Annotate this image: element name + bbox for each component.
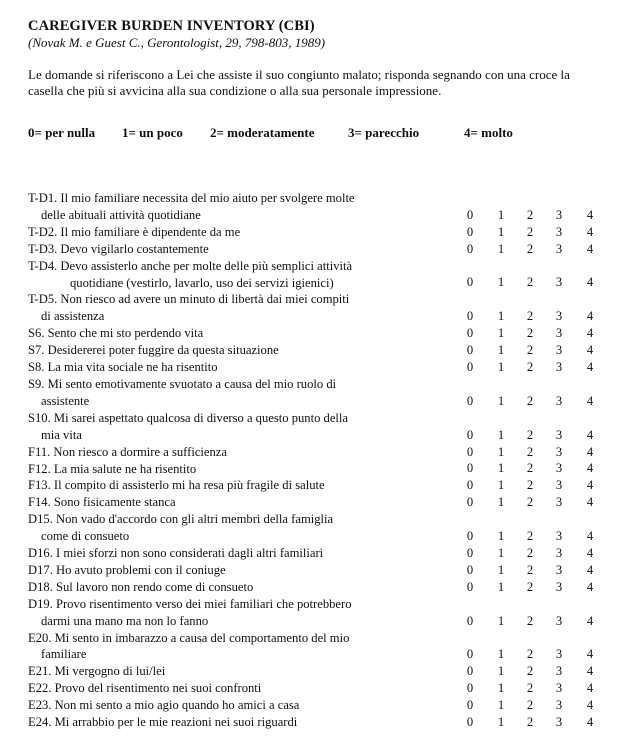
score-option-0[interactable]: 0 bbox=[466, 393, 474, 408]
score-option-3[interactable]: 3 bbox=[555, 647, 563, 662]
item-text: F11. Non riesco a dormire a sufficienza bbox=[28, 444, 227, 459]
score-option-2[interactable]: 2 bbox=[526, 461, 534, 476]
legend-item-4: 4= molto bbox=[464, 125, 513, 140]
score-option-2[interactable]: 2 bbox=[526, 309, 534, 324]
item-row bbox=[28, 545, 600, 562]
item-list bbox=[28, 190, 600, 731]
item-text-continuation: quotidiane (vestirlo, lavarlo, uso dei servizi igienici) bbox=[70, 275, 334, 290]
score-option-4[interactable]: 4 bbox=[586, 681, 594, 696]
legend-item-2: 2= moderatamente bbox=[210, 125, 315, 140]
score-options bbox=[464, 545, 600, 562]
item-row bbox=[28, 410, 600, 444]
score-option-4[interactable]: 4 bbox=[586, 207, 594, 222]
score-option-1[interactable]: 1 bbox=[497, 698, 505, 713]
item-text: F13. Il compito di assisterlo mi ha resa più fragile di salute bbox=[28, 478, 325, 493]
score-option-2[interactable]: 2 bbox=[526, 207, 534, 222]
score-option-2[interactable]: 2 bbox=[526, 326, 534, 341]
item-row bbox=[28, 630, 600, 664]
score-option-1[interactable]: 1 bbox=[497, 562, 505, 577]
score-option-0[interactable]: 0 bbox=[466, 579, 474, 594]
item-text: T-D3. Devo vigilarlo costantemente bbox=[28, 241, 209, 256]
score-option-3[interactable]: 3 bbox=[555, 309, 563, 324]
score-option-2[interactable]: 2 bbox=[526, 393, 534, 408]
score-option-4[interactable]: 4 bbox=[586, 495, 594, 510]
item-text: T-D5. Non riesco ad avere un minuto di libertà dai miei compiti bbox=[28, 292, 350, 307]
score-option-3[interactable]: 3 bbox=[555, 444, 563, 459]
score-option-2[interactable]: 2 bbox=[526, 275, 534, 290]
score-option-4[interactable]: 4 bbox=[586, 613, 594, 628]
item-row bbox=[28, 596, 600, 630]
item-text: S9. Mi sento emotivamente svuotato a causa del mio ruolo di bbox=[28, 376, 337, 391]
score-option-4[interactable]: 4 bbox=[586, 647, 594, 662]
score-option-0[interactable]: 0 bbox=[466, 715, 474, 729]
item-text: T-D4. Devo assisterlo anche per molte delle più semplici attività bbox=[28, 258, 353, 273]
item-text: S8. La mia vita sociale ne ha risentito bbox=[28, 360, 218, 375]
item-row bbox=[28, 579, 600, 596]
score-option-1[interactable]: 1 bbox=[497, 393, 505, 408]
score-options bbox=[464, 342, 600, 359]
item-text-continuation: come di consueto bbox=[41, 529, 130, 544]
item-row bbox=[28, 663, 600, 680]
score-option-0[interactable]: 0 bbox=[466, 562, 474, 577]
score-option-3[interactable]: 3 bbox=[555, 545, 563, 560]
score-option-3[interactable]: 3 bbox=[555, 613, 563, 628]
score-options bbox=[464, 325, 600, 342]
item-text: E22. Provo del risentimento nei suoi confronti bbox=[28, 681, 262, 696]
score-option-0[interactable]: 0 bbox=[466, 461, 474, 476]
score-options bbox=[464, 207, 600, 224]
score-option-0[interactable]: 0 bbox=[466, 207, 474, 222]
item-text: E24. Mi arrabbio per le mie reazioni nei suoi riguardi bbox=[28, 715, 298, 730]
score-option-1[interactable]: 1 bbox=[497, 207, 505, 222]
score-option-4[interactable]: 4 bbox=[586, 478, 594, 493]
score-option-2[interactable]: 2 bbox=[526, 529, 534, 544]
score-option-2[interactable]: 2 bbox=[526, 444, 534, 459]
score-option-4[interactable]: 4 bbox=[586, 309, 594, 324]
score-option-1[interactable]: 1 bbox=[497, 224, 505, 239]
score-option-3[interactable]: 3 bbox=[555, 664, 563, 679]
score-option-4[interactable]: 4 bbox=[586, 529, 594, 544]
score-option-4[interactable]: 4 bbox=[586, 427, 594, 442]
score-option-1[interactable]: 1 bbox=[497, 579, 505, 594]
score-option-4[interactable]: 4 bbox=[586, 461, 594, 476]
score-option-0[interactable]: 0 bbox=[466, 545, 474, 560]
score-option-4[interactable]: 4 bbox=[586, 562, 594, 577]
score-option-0[interactable]: 0 bbox=[466, 427, 474, 442]
legend-item-0: 0= per nulla bbox=[28, 125, 96, 140]
item-row bbox=[28, 697, 600, 714]
item-row bbox=[28, 258, 600, 292]
score-option-0[interactable]: 0 bbox=[466, 698, 474, 713]
score-option-3[interactable]: 3 bbox=[555, 681, 563, 696]
instructions-paragraph: Le domande si riferiscono a Lei che assiste il suo congiunto malato; risponda segnando con una croce la casella che più si avvicina alla sua condizione o alla sua personale impressione. bbox=[28, 67, 570, 98]
score-option-2[interactable]: 2 bbox=[526, 427, 534, 442]
score-option-1[interactable]: 1 bbox=[497, 664, 505, 679]
score-option-0[interactable]: 0 bbox=[466, 647, 474, 662]
item-row bbox=[28, 444, 600, 461]
citation: (Novak M. e Guest C., Gerontologist, 29, 798-803, 1989) bbox=[28, 35, 326, 50]
item-text: T-D2. Il mio familiare è dipendente da me bbox=[28, 224, 241, 239]
score-options bbox=[464, 224, 600, 241]
item-row bbox=[28, 224, 600, 241]
score-option-4[interactable]: 4 bbox=[586, 579, 594, 594]
score-option-0[interactable]: 0 bbox=[466, 444, 474, 459]
item-text: D16. I miei sforzi non sono considerati dagli altri familiari bbox=[28, 546, 324, 561]
score-option-2[interactable]: 2 bbox=[526, 545, 534, 560]
score-option-3[interactable]: 3 bbox=[555, 393, 563, 408]
score-option-1[interactable]: 1 bbox=[497, 309, 505, 324]
score-option-1[interactable]: 1 bbox=[497, 647, 505, 662]
score-option-3[interactable]: 3 bbox=[555, 495, 563, 510]
score-option-2[interactable]: 2 bbox=[526, 664, 534, 679]
item-row bbox=[28, 477, 600, 494]
item-row bbox=[28, 359, 600, 376]
score-option-1[interactable]: 1 bbox=[497, 427, 505, 442]
item-text: F14. Sono fisicamente stanca bbox=[28, 495, 176, 510]
item-text: S7. Desidererei poter fuggire da questa situazione bbox=[28, 343, 279, 358]
item-text-continuation: delle abituali attività quotidiane bbox=[41, 207, 201, 222]
score-option-4[interactable]: 4 bbox=[586, 275, 594, 290]
score-option-4[interactable]: 4 bbox=[586, 545, 594, 560]
item-text: E21. Mi vergogno di lui/lei bbox=[28, 664, 166, 679]
score-option-0[interactable]: 0 bbox=[466, 613, 474, 628]
item-row bbox=[28, 680, 600, 697]
score-options bbox=[464, 427, 600, 444]
score-option-2[interactable]: 2 bbox=[526, 647, 534, 662]
score-option-2[interactable]: 2 bbox=[526, 495, 534, 510]
item-text-continuation: assistente bbox=[41, 393, 90, 408]
document-page bbox=[28, 18, 600, 730]
score-options bbox=[464, 663, 600, 680]
score-option-2[interactable]: 2 bbox=[526, 343, 534, 358]
score-option-0[interactable]: 0 bbox=[466, 495, 474, 510]
score-option-4[interactable]: 4 bbox=[586, 715, 594, 729]
score-option-4[interactable]: 4 bbox=[586, 444, 594, 459]
score-option-2[interactable]: 2 bbox=[526, 715, 534, 729]
score-option-2[interactable]: 2 bbox=[526, 579, 534, 594]
score-option-0[interactable]: 0 bbox=[466, 224, 474, 239]
score-option-1[interactable]: 1 bbox=[497, 359, 505, 374]
score-option-1[interactable]: 1 bbox=[497, 613, 505, 628]
score-option-3[interactable]: 3 bbox=[555, 579, 563, 594]
item-text-continuation: di assistenza bbox=[41, 309, 105, 324]
score-option-0[interactable]: 0 bbox=[466, 241, 474, 256]
score-options bbox=[464, 494, 600, 511]
legend-item-1: 1= un poco bbox=[122, 125, 183, 140]
item-row bbox=[28, 342, 600, 359]
score-options bbox=[464, 697, 600, 714]
score-options bbox=[464, 680, 600, 697]
item-row bbox=[28, 494, 600, 511]
score-option-3[interactable]: 3 bbox=[555, 698, 563, 713]
score-option-2[interactable]: 2 bbox=[526, 562, 534, 577]
score-options bbox=[464, 241, 600, 258]
score-option-3[interactable]: 3 bbox=[555, 207, 563, 222]
score-options bbox=[464, 274, 600, 291]
item-text: E23. Non mi sento a mio agio quando ho amici a casa bbox=[28, 698, 300, 713]
score-options bbox=[464, 444, 600, 461]
score-option-3[interactable]: 3 bbox=[555, 326, 563, 341]
score-options bbox=[464, 528, 600, 545]
score-option-1[interactable]: 1 bbox=[497, 495, 505, 510]
score-option-3[interactable]: 3 bbox=[555, 478, 563, 493]
score-option-3[interactable]: 3 bbox=[555, 359, 563, 374]
score-option-4[interactable]: 4 bbox=[586, 698, 594, 713]
score-option-3[interactable]: 3 bbox=[555, 343, 563, 358]
score-option-0[interactable]: 0 bbox=[466, 359, 474, 374]
score-option-0[interactable]: 0 bbox=[466, 681, 474, 696]
score-option-1[interactable]: 1 bbox=[497, 275, 505, 290]
score-options bbox=[464, 579, 600, 596]
item-text: D18. Sul lavoro non rendo come di consueto bbox=[28, 579, 254, 594]
item-text-continuation: mia vita bbox=[41, 427, 82, 442]
score-option-2[interactable]: 2 bbox=[526, 478, 534, 493]
score-option-2[interactable]: 2 bbox=[526, 241, 534, 256]
score-legend bbox=[28, 125, 600, 141]
score-option-3[interactable]: 3 bbox=[555, 275, 563, 290]
score-option-3[interactable]: 3 bbox=[555, 427, 563, 442]
score-options bbox=[464, 562, 600, 579]
score-options bbox=[464, 393, 600, 410]
item-row bbox=[28, 241, 600, 258]
score-options bbox=[464, 359, 600, 376]
score-option-1[interactable]: 1 bbox=[497, 478, 505, 493]
item-text-continuation: familiare bbox=[41, 647, 87, 662]
score-option-1[interactable]: 1 bbox=[497, 529, 505, 544]
score-option-2[interactable]: 2 bbox=[526, 613, 534, 628]
item-row bbox=[28, 291, 600, 325]
item-row bbox=[28, 190, 600, 224]
score-option-3[interactable]: 3 bbox=[555, 562, 563, 577]
score-option-0[interactable]: 0 bbox=[466, 343, 474, 358]
score-option-3[interactable]: 3 bbox=[555, 715, 563, 729]
item-text: F12. La mia salute ne ha risentito bbox=[28, 461, 197, 476]
score-option-1[interactable]: 1 bbox=[497, 326, 505, 341]
score-option-3[interactable]: 3 bbox=[555, 224, 563, 239]
score-option-4[interactable]: 4 bbox=[586, 343, 594, 358]
item-row bbox=[28, 325, 600, 342]
item-text-continuation: darmi una mano ma non lo fanno bbox=[41, 613, 209, 628]
score-options bbox=[464, 308, 600, 325]
score-option-3[interactable]: 3 bbox=[555, 461, 563, 476]
item-text: S10. Mi sarei aspettato qualcosa di diverso a questo punto della bbox=[28, 410, 349, 425]
score-options bbox=[464, 714, 600, 731]
score-option-1[interactable]: 1 bbox=[497, 681, 505, 696]
score-option-4[interactable]: 4 bbox=[586, 393, 594, 408]
score-option-4[interactable]: 4 bbox=[586, 224, 594, 239]
score-option-1[interactable]: 1 bbox=[497, 241, 505, 256]
score-option-0[interactable]: 0 bbox=[466, 275, 474, 290]
item-row bbox=[28, 562, 600, 579]
score-options bbox=[464, 477, 600, 494]
score-option-3[interactable]: 3 bbox=[555, 529, 563, 544]
score-option-2[interactable]: 2 bbox=[526, 224, 534, 239]
item-text: S6. Sento che mi sto perdendo vita bbox=[28, 326, 204, 341]
item-row bbox=[28, 461, 600, 478]
score-option-1[interactable]: 1 bbox=[497, 343, 505, 358]
item-text: D17. Ho avuto problemi con il coniuge bbox=[28, 562, 226, 577]
score-option-2[interactable]: 2 bbox=[526, 681, 534, 696]
score-options bbox=[464, 613, 600, 630]
score-option-1[interactable]: 1 bbox=[497, 545, 505, 560]
item-row bbox=[28, 376, 600, 410]
score-option-0[interactable]: 0 bbox=[466, 664, 474, 679]
score-option-0[interactable]: 0 bbox=[466, 529, 474, 544]
score-option-0[interactable]: 0 bbox=[466, 309, 474, 324]
score-option-4[interactable]: 4 bbox=[586, 664, 594, 679]
legend-item-3: 3= parecchio bbox=[348, 125, 420, 140]
item-row bbox=[28, 511, 600, 545]
item-text: E20. Mi sento in imbarazzo a causa del comportamento del mio bbox=[28, 630, 350, 645]
score-option-3[interactable]: 3 bbox=[555, 241, 563, 256]
document-title: CAREGIVER BURDEN INVENTORY (CBI) bbox=[28, 18, 315, 34]
score-options bbox=[464, 646, 600, 663]
score-option-2[interactable]: 2 bbox=[526, 698, 534, 713]
item-text: T-D1. Il mio familiare necessita del mio aiuto per svolgere molte bbox=[28, 191, 355, 205]
score-options bbox=[464, 460, 600, 477]
item-row bbox=[28, 714, 600, 731]
score-option-1[interactable]: 1 bbox=[497, 461, 505, 476]
score-option-0[interactable]: 0 bbox=[466, 326, 474, 341]
item-text: D19. Provo risentimento verso dei miei familiari che potrebbero bbox=[28, 596, 352, 611]
score-option-2[interactable]: 2 bbox=[526, 359, 534, 374]
score-option-4[interactable]: 4 bbox=[586, 359, 594, 374]
item-text: D15. Non vado d'accordo con gli altri membri della famiglia bbox=[28, 512, 334, 527]
score-option-0[interactable]: 0 bbox=[466, 478, 474, 493]
score-option-4[interactable]: 4 bbox=[586, 241, 594, 256]
score-option-1[interactable]: 1 bbox=[497, 444, 505, 459]
score-option-4[interactable]: 4 bbox=[586, 326, 594, 341]
score-option-1[interactable]: 1 bbox=[497, 715, 505, 729]
